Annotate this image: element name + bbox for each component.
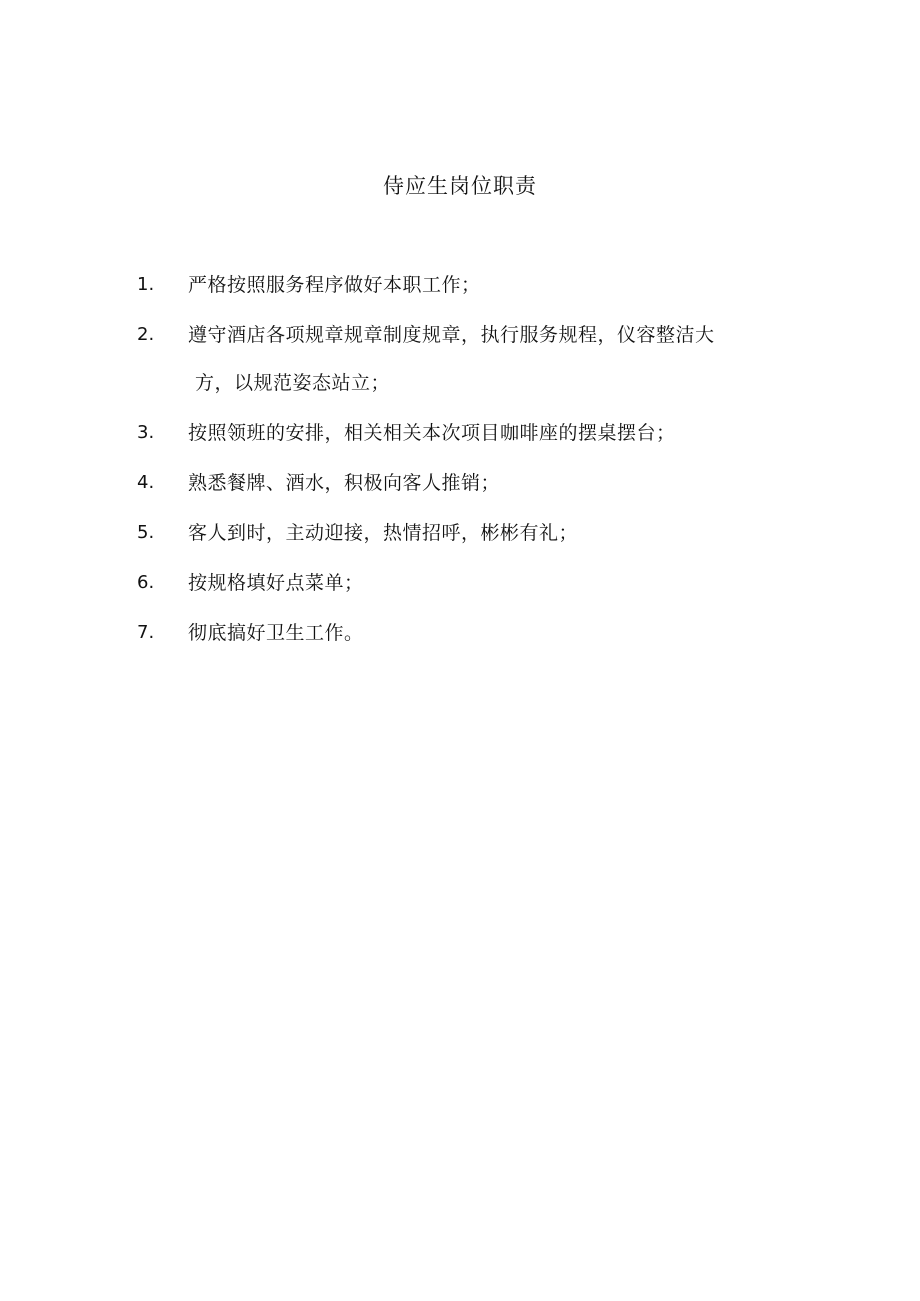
item-text: 彻底搞好卫生工作。	[188, 622, 364, 644]
item-number: 7.	[137, 622, 155, 643]
item-text: 遵守酒店各项规章规章制度规章，执行服务规程，仪容整洁大	[188, 324, 715, 346]
item-number: 4.	[137, 472, 155, 493]
duty-list	[0, 268, 920, 666]
list-item	[0, 416, 920, 466]
list-item	[0, 318, 920, 416]
list-item	[0, 616, 920, 666]
list-item	[0, 466, 920, 516]
item-number: 6.	[137, 572, 155, 593]
item-text: 按规格填好点菜单；	[188, 572, 364, 594]
item-text: 严格按照服务程序做好本职工作；	[188, 274, 481, 296]
item-number: 1.	[137, 274, 155, 295]
item-number: 2.	[137, 324, 155, 345]
list-item	[0, 516, 920, 566]
item-number: 5.	[137, 522, 155, 543]
document-title: 侍应生岗位职责	[383, 174, 537, 198]
item-text: 客人到时，主动迎接，热情招呼，彬彬有礼；	[188, 522, 579, 544]
list-item	[0, 268, 920, 318]
item-text: 按照领班的安排，相关相关本次项目咖啡座的摆桌摆台；	[188, 422, 676, 444]
item-number: 3.	[137, 422, 155, 443]
item-text: 熟悉餐牌、酒水，积极向客人推销；	[188, 472, 501, 494]
item-text-continued: 方，以规范姿态站立；	[195, 372, 391, 394]
list-item	[0, 566, 920, 616]
